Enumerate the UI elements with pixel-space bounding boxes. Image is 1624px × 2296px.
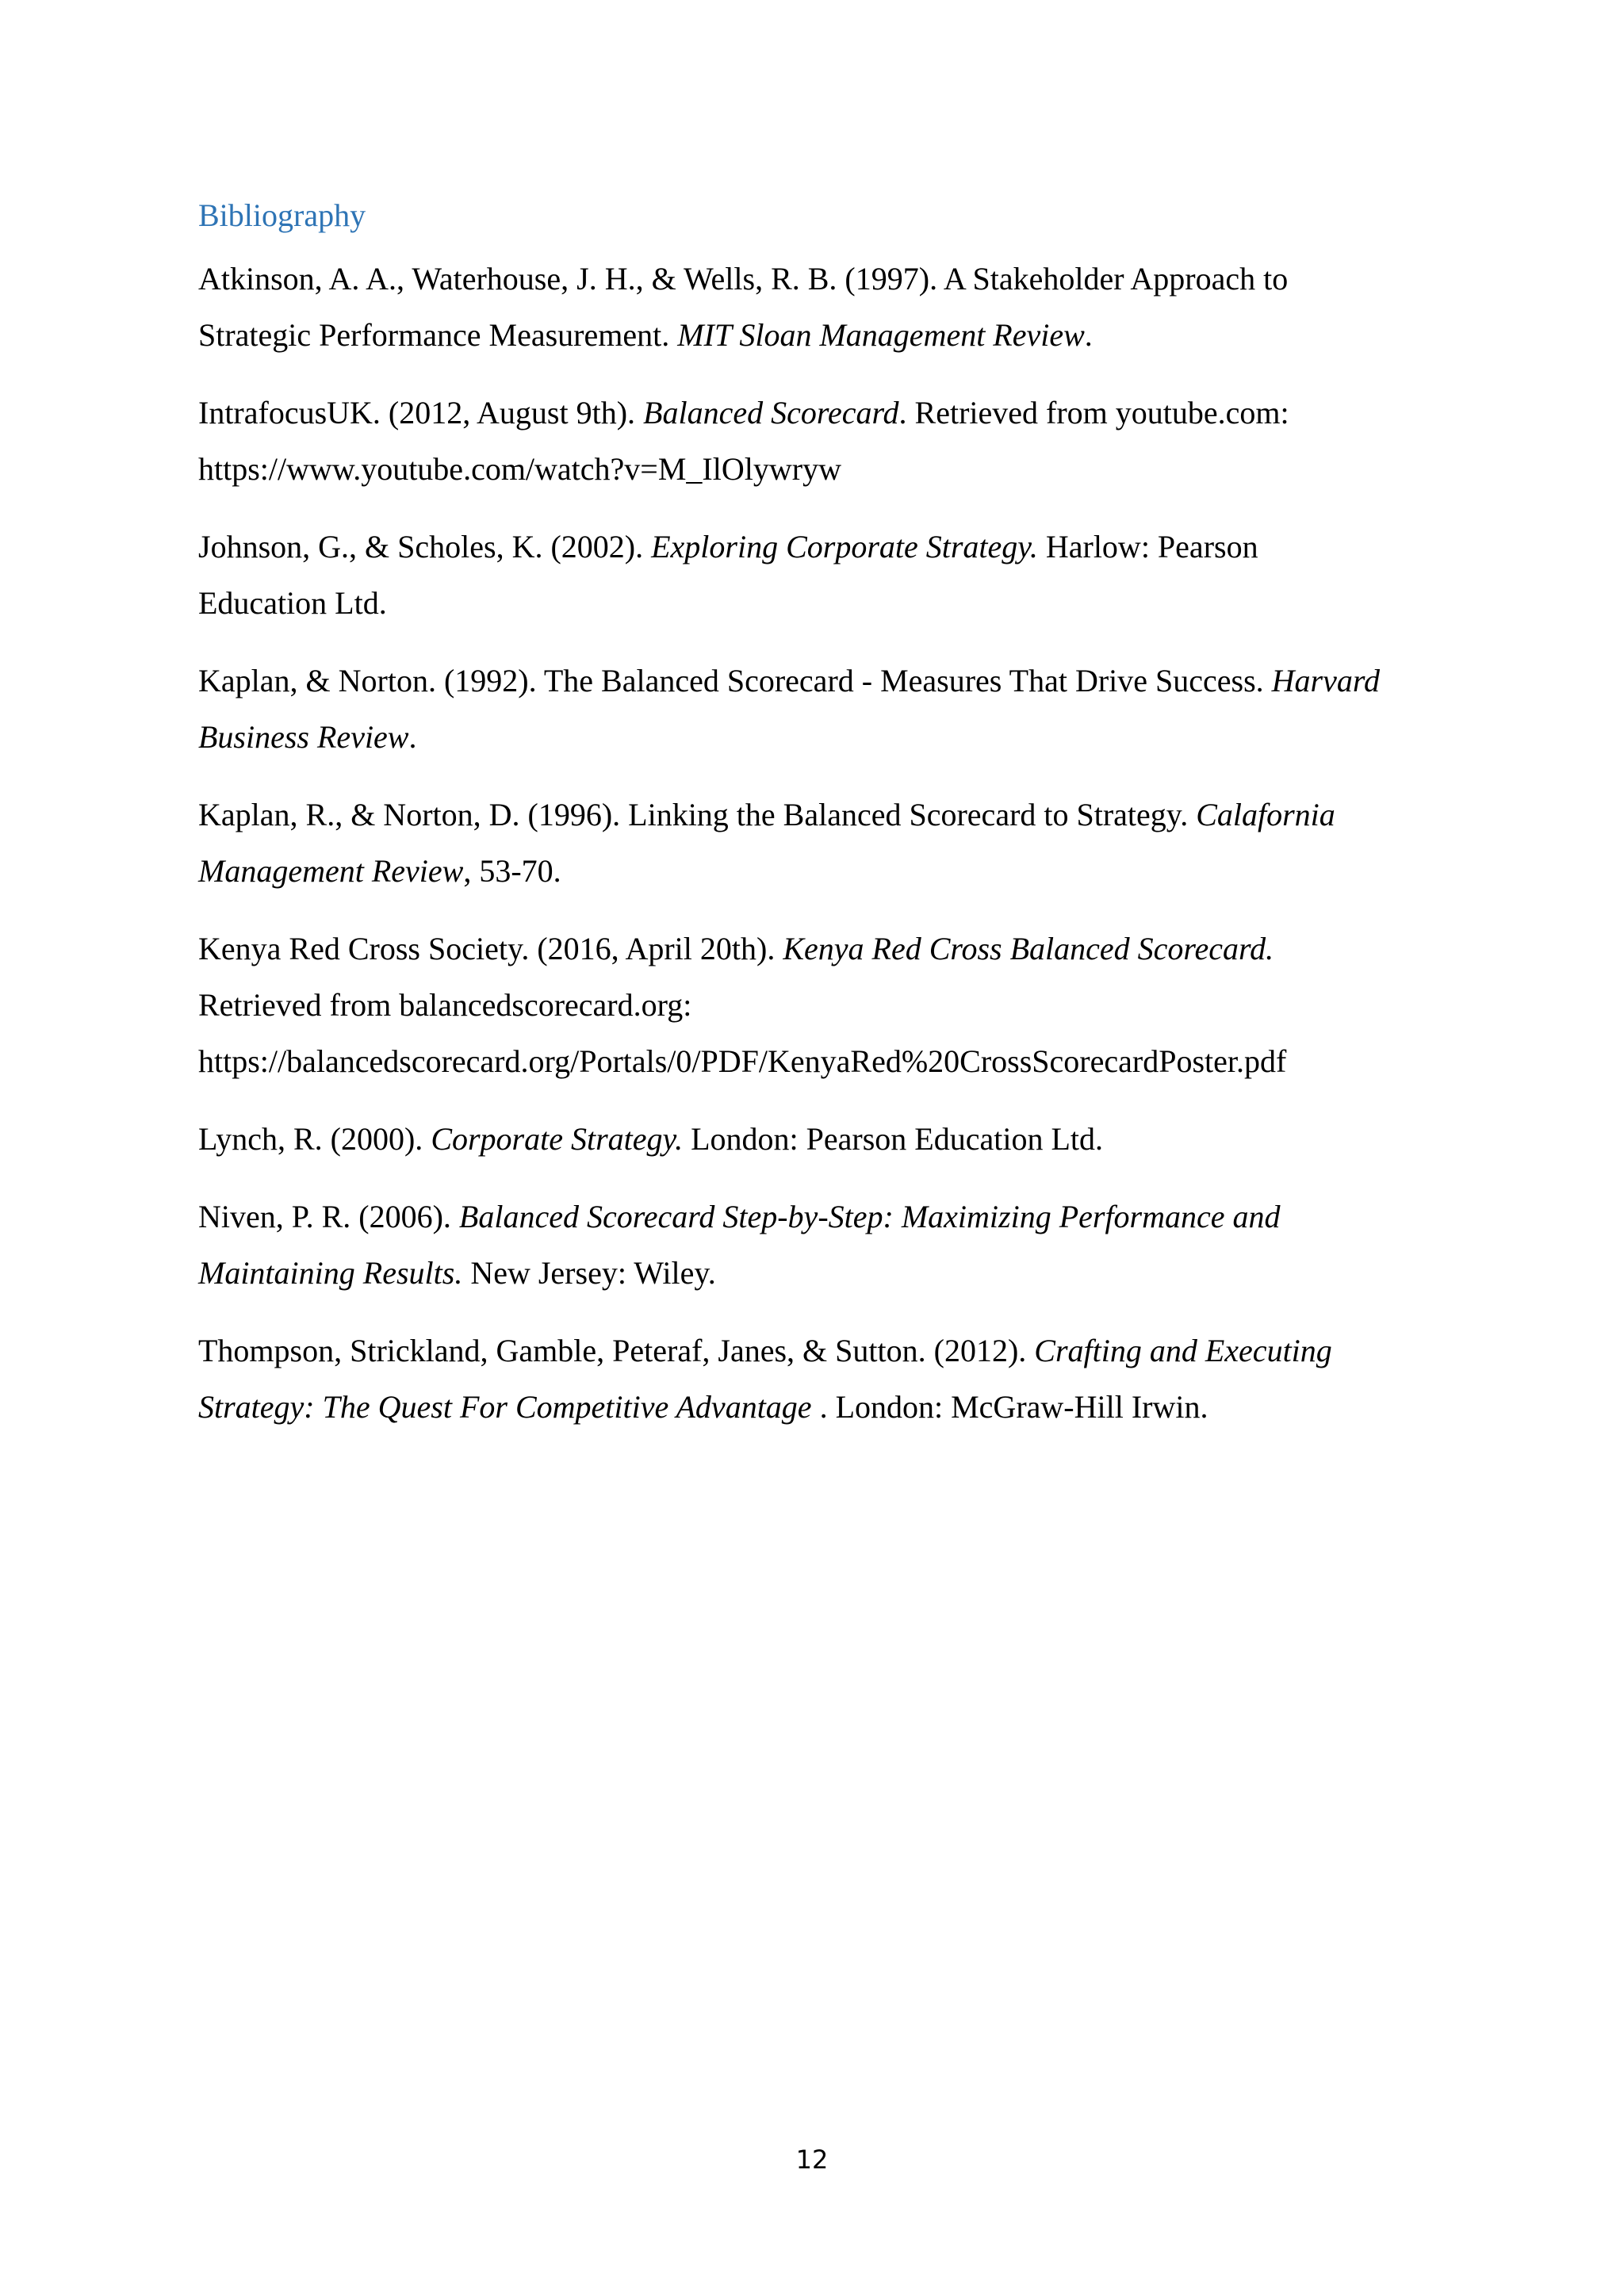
bibliography-heading: Bibliography bbox=[198, 197, 366, 233]
entry-first-line bbox=[198, 251, 1435, 307]
entry-text: https://www.youtube.com/watch?v=M_IlOlywryw bbox=[198, 451, 841, 487]
entry-text: Lynch, R. (2000). bbox=[198, 1121, 431, 1157]
entry-italic-text: Balanced Scorecard bbox=[643, 395, 899, 430]
entry-italic-text: Exploring Corporate Strategy. bbox=[651, 529, 1038, 564]
entry-text: Kenya Red Cross Society. (2016, April 20th). bbox=[198, 931, 783, 966]
bibliography-entry bbox=[198, 786, 1435, 899]
entry-text: New Jersey: Wiley. bbox=[462, 1255, 716, 1291]
bibliography-entry bbox=[198, 652, 1435, 765]
entry-italic-text: Strategy: The Quest For Competitive Advantage bbox=[198, 1389, 812, 1425]
entry-continuation-line bbox=[198, 843, 1435, 899]
entry-continuation-line bbox=[198, 1033, 1435, 1089]
bibliography-entry bbox=[198, 519, 1435, 631]
entry-first-line bbox=[198, 786, 1435, 843]
entry-first-line bbox=[198, 385, 1435, 441]
entry-italic-text: Kenya Red Cross Balanced Scorecard. bbox=[783, 931, 1274, 966]
entry-text: Education Ltd. bbox=[198, 585, 387, 621]
entry-text: Harlow: Pearson bbox=[1037, 529, 1258, 564]
entry-text: Kaplan, & Norton. (1992). The Balanced Scorecard - Measures That Drive Success. bbox=[198, 663, 1272, 698]
entry-text: . bbox=[1084, 317, 1093, 353]
entry-text: Kaplan, R., & Norton, D. (1996). Linking the Balanced Scorecard to Strategy. bbox=[198, 797, 1197, 832]
bibliography-entry bbox=[198, 1188, 1435, 1301]
bibliography-entry bbox=[198, 1111, 1435, 1167]
bibliography-entry bbox=[198, 385, 1435, 497]
entry-text: Atkinson, A. A., Waterhouse, J. H., & Wells, R. B. (1997). A Stakeholder Approach to bbox=[198, 261, 1289, 297]
bibliography-entry bbox=[198, 1322, 1435, 1435]
entry-text: London: Pearson Education Ltd. bbox=[683, 1121, 1103, 1157]
entry-continuation-line bbox=[198, 977, 1435, 1033]
entry-text: https://balancedscorecard.org/Portals/0/PDF/KenyaRed%20CrossScorecardPoster.pdf bbox=[198, 1043, 1287, 1079]
entry-text: . Retrieved from youtube.com: bbox=[898, 395, 1289, 430]
entry-italic-text: Maintaining Results. bbox=[198, 1255, 463, 1291]
page-number: 12 bbox=[795, 2145, 829, 2175]
bibliography-entry bbox=[198, 251, 1435, 363]
entry-italic-text: Business Review bbox=[198, 719, 409, 755]
entry-text: IntrafocusUK. (2012, August 9th). bbox=[198, 395, 644, 430]
bibliography-list bbox=[198, 251, 1435, 1456]
entry-continuation-line bbox=[198, 441, 1435, 497]
entry-continuation-line bbox=[198, 709, 1435, 765]
entry-first-line bbox=[198, 1188, 1435, 1245]
entry-text: Johnson, G., & Scholes, K. (2002). bbox=[198, 529, 652, 564]
entry-text: Thompson, Strickland, Gamble, Peteraf, Janes, & Sutton. (2012). bbox=[198, 1333, 1035, 1368]
entry-first-line bbox=[198, 652, 1435, 709]
entry-text: . bbox=[408, 719, 417, 755]
entry-text: Retrieved from balancedscorecard.org: bbox=[198, 987, 692, 1023]
entry-text: Strategic Performance Measurement. bbox=[198, 317, 678, 353]
entry-italic-text: Harvard bbox=[1271, 663, 1380, 698]
entry-first-line bbox=[198, 519, 1435, 575]
entry-continuation-line bbox=[198, 575, 1435, 631]
entry-first-line bbox=[198, 920, 1435, 977]
entry-first-line bbox=[198, 1111, 1435, 1167]
entry-italic-text: Crafting and Executing bbox=[1034, 1333, 1332, 1368]
entry-italic-text: Calafornia bbox=[1196, 797, 1335, 832]
entry-text: Niven, P. R. (2006). bbox=[198, 1199, 459, 1234]
entry-first-line bbox=[198, 1322, 1435, 1379]
entry-italic-text: MIT Sloan Management Review bbox=[677, 317, 1085, 353]
entry-italic-text: Corporate Strategy. bbox=[431, 1121, 684, 1157]
entry-text: . London: McGraw-Hill Irwin. bbox=[811, 1389, 1208, 1425]
entry-text: , 53-70. bbox=[463, 853, 561, 889]
entry-italic-text: Management Review bbox=[198, 853, 464, 889]
entry-continuation-line bbox=[198, 307, 1435, 363]
entry-continuation-line bbox=[198, 1379, 1435, 1435]
entry-italic-text: Balanced Scorecard Step-by-Step: Maximizing Performance and bbox=[458, 1199, 1281, 1234]
bibliography-entry bbox=[198, 920, 1435, 1089]
entry-continuation-line bbox=[198, 1245, 1435, 1301]
